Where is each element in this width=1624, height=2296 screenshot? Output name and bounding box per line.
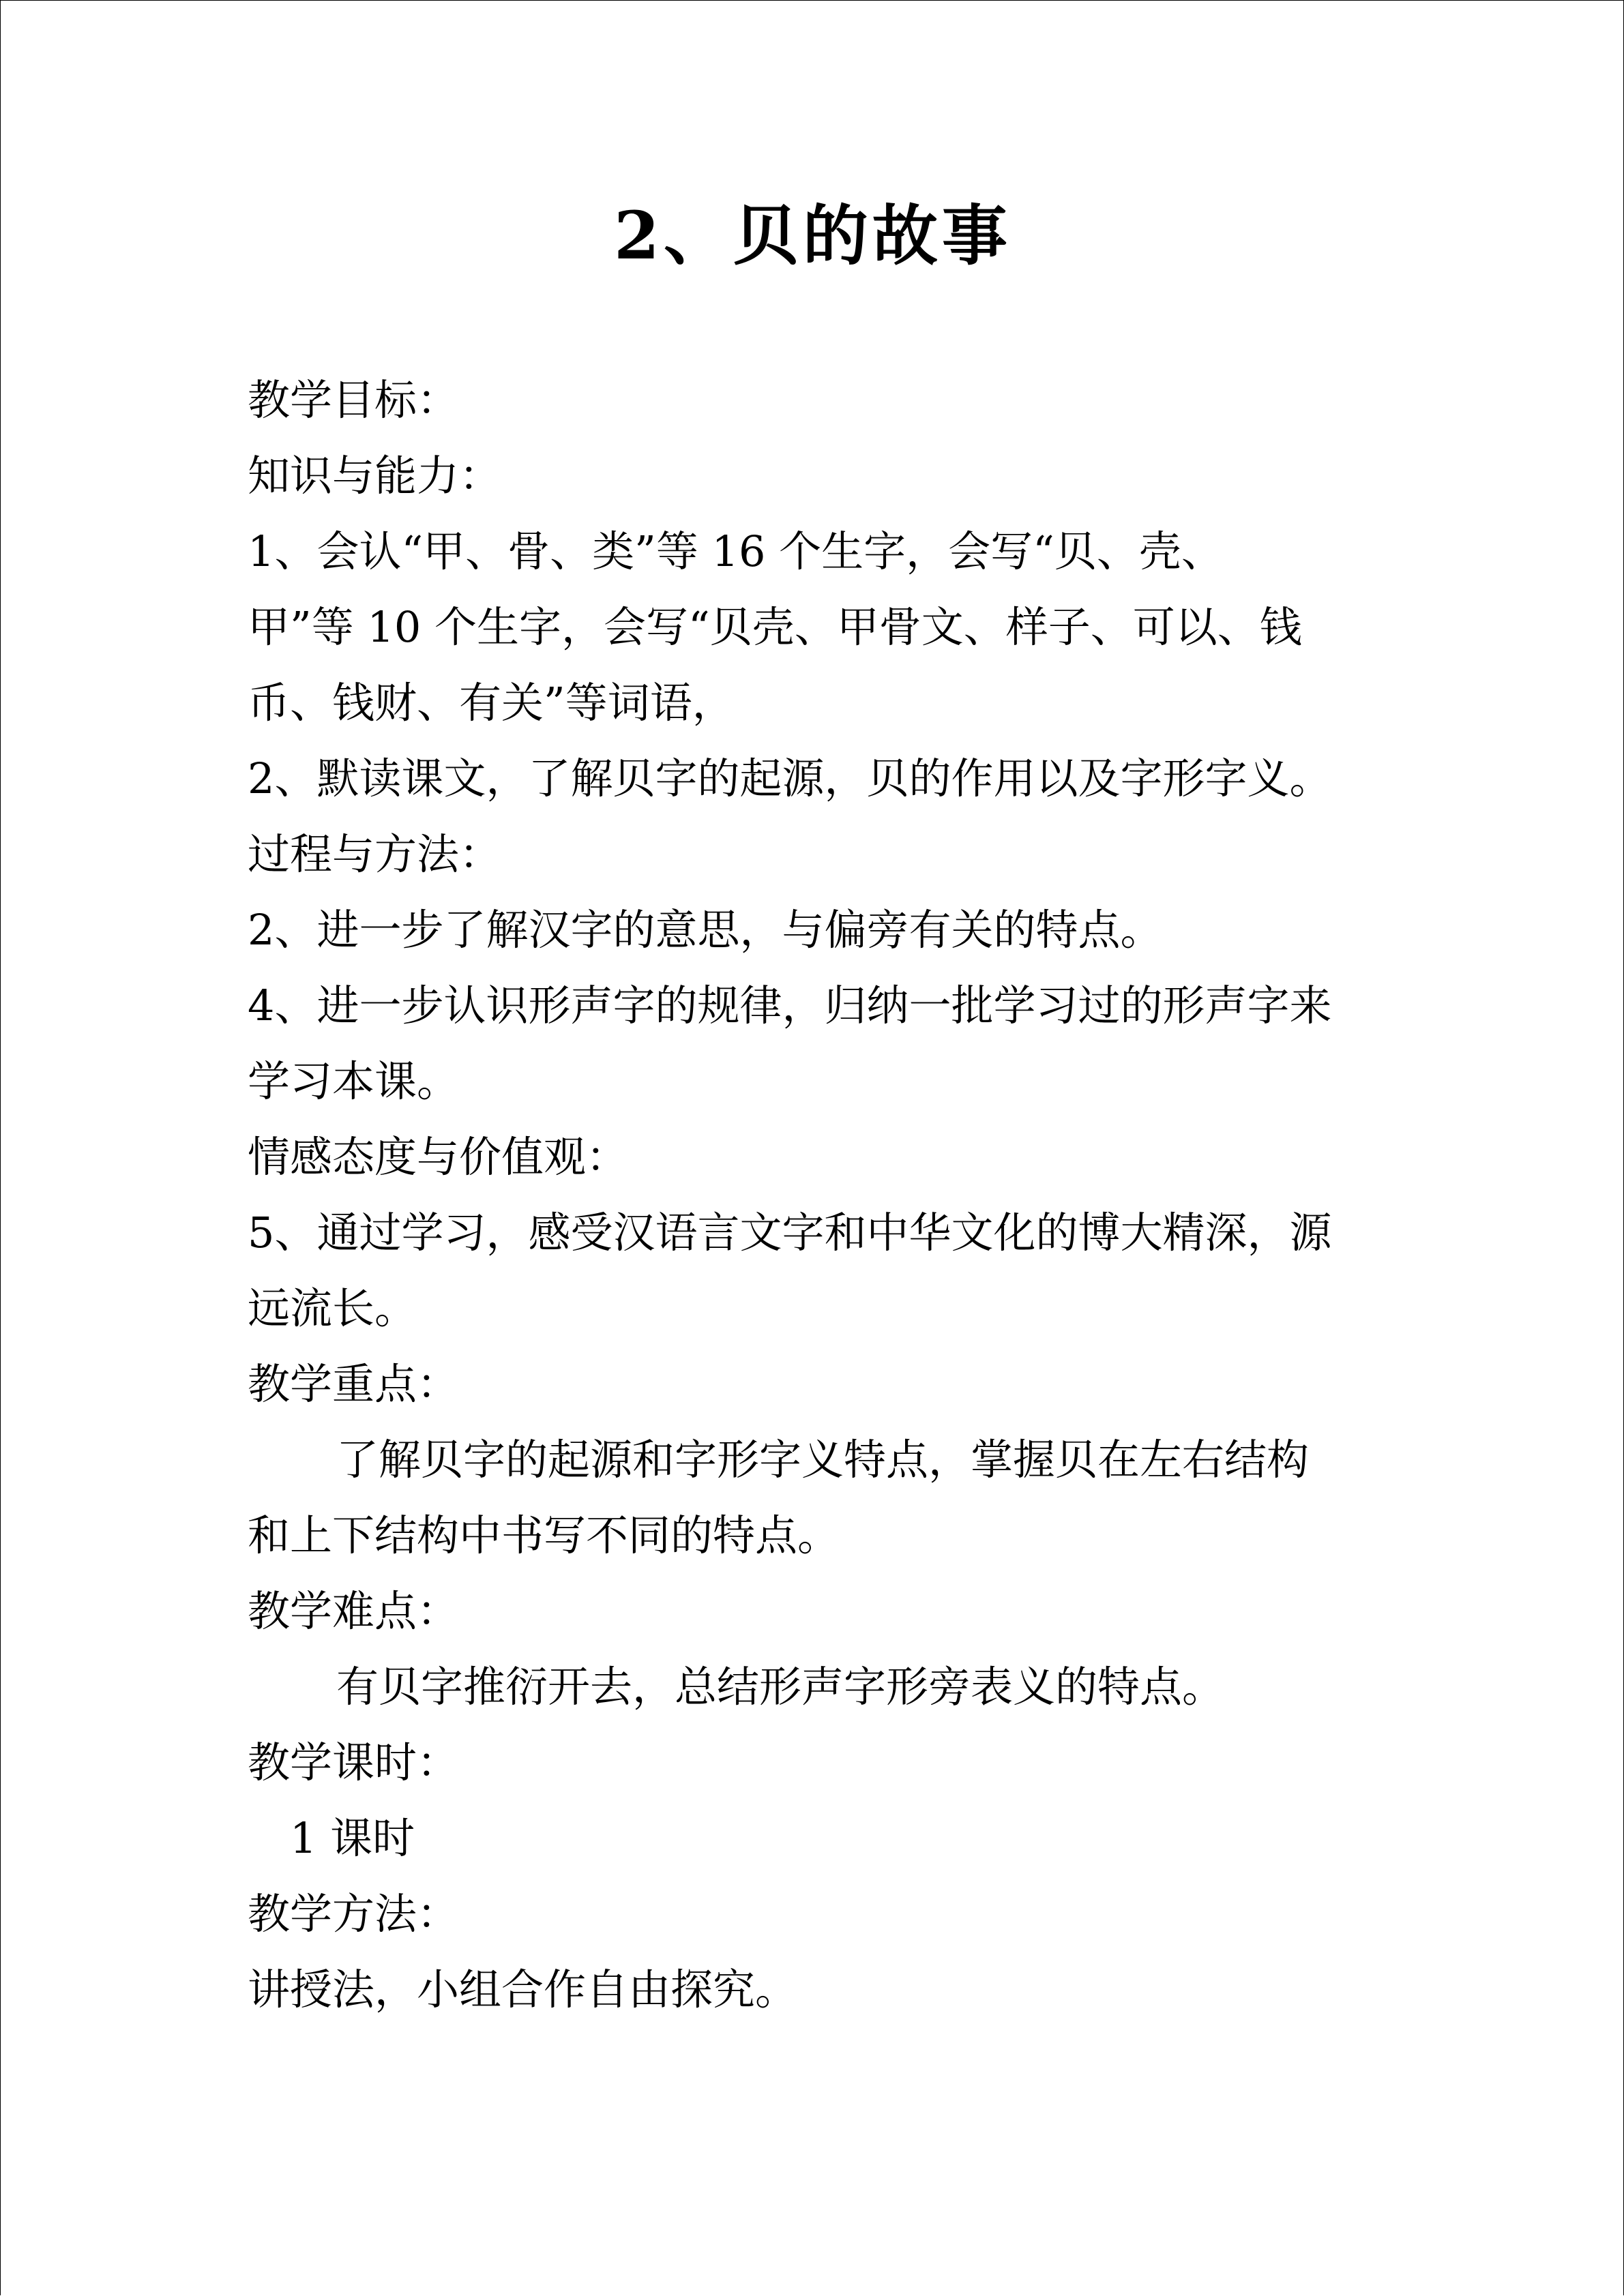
section-heading-difficulties: 教学难点： [248,1586,460,1636]
paragraph-line: 远流长。 [248,1283,417,1333]
document-title: 2、贝的故事 [614,197,1012,274]
paragraph-line: 币、钱财、有关”等词语， [248,678,735,728]
section-heading-objectives: 教学目标： [248,375,460,425]
subheading-emotion-values: 情感态度与价值观： [248,1132,629,1182]
paragraph-line: 有贝字推衍开去，总结形声字形旁表义的特点。 [336,1662,1225,1712]
section-heading-class-hours: 教学课时： [248,1738,460,1787]
subheading-process-method: 过程与方法： [248,829,502,879]
paragraph-line: 1 课时 [290,1813,415,1863]
paragraph-line: 1、会认“甲、骨、类”等 16 个生字，会写“贝、壳、 [248,526,1224,576]
paragraph-line: 5、通过学习，感受汉语言文字和中华文化的博大精深，源 [248,1208,1332,1257]
section-heading-key-points: 教学重点： [248,1359,460,1409]
subheading-knowledge-ability: 知识与能力： [248,451,502,501]
paragraph-line: 甲”等 10 个生字，会写“贝壳、甲骨文、样子、可以、钱 [248,602,1302,652]
paragraph-line: 学习本课。 [248,1056,460,1106]
paragraph-line: 讲授法，小组合作自由探究。 [248,1965,798,2014]
paragraph-line: 2、进一步了解汉字的意思，与偏旁有关的特点。 [248,905,1163,955]
paragraph-line: 了解贝字的起源和字形字义特点，掌握贝在左右结构 [336,1435,1310,1485]
paragraph-line: 4、进一步认识形声字的规律，归纳一批学习过的形声字来 [248,981,1332,1030]
document-body [248,362,1373,2027]
paragraph-line: 和上下结构中书写不同的特点。 [248,1510,840,1560]
section-heading-teaching-method: 教学方法： [248,1889,460,1939]
paragraph-line: 2、默读课文，了解贝字的起源，贝的作用以及字形字义。 [248,754,1332,803]
